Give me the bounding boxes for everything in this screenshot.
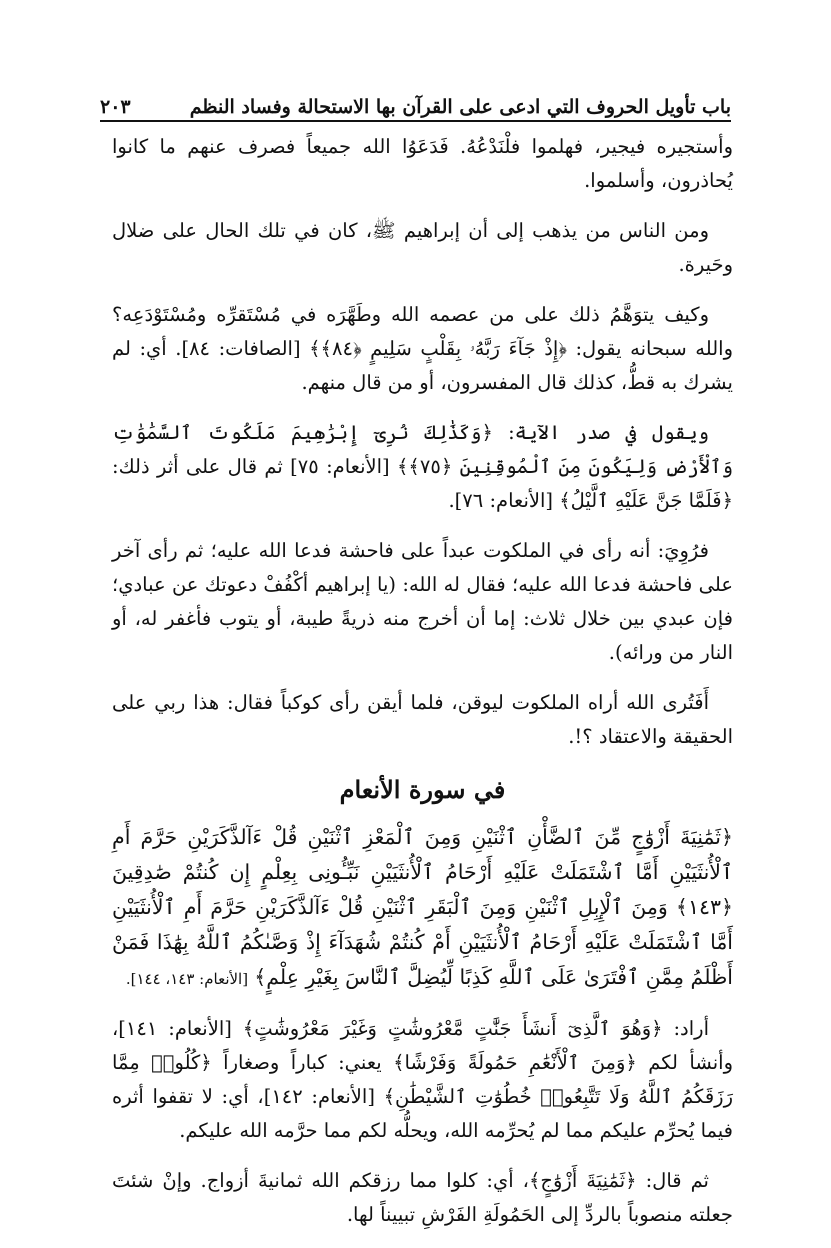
running-header	[100, 78, 731, 118]
verse-paragraph	[112, 820, 733, 996]
paragraph: ثم قال: ﴿ثَمَٰنِيَةَ أَزْوَٰجٍ﴾، أي: كلوا مما رزقكم الله ثمانيةَ أزواج. وإنْ شئتَ جعلته منصوباً بالردِّ إلى الحَمُولَةِ الفَرْشِ تبييناً لها.	[112, 1169, 733, 1226]
section-heading: في سورة الأنعام	[339, 775, 506, 804]
paragraph: أَفَتُرى الله أراه الملكوت ليوقن، فلما أيقن رأى كوكباً فقال: هذا ربي على الحقيقة والاعتقاد ؟!.	[112, 691, 733, 748]
quran-verse: ﴿ثَمَٰنِيَةَ أَزْوَٰجٍ مِّنَ ٱلضَّأْنِ ٱثْنَيْنِ وَمِنَ ٱلْمَعْزِ ٱثْنَيْنِ قُلْ ءَآلذَّكَرَيْنِ حَرَّمَ أَمِ ٱلْأُنثَيَيْنِ أَمَّا ٱشْتَمَلَتْ عَلَيْهِ أَرْحَامُ ٱلْأُنثَيَيْنِ نَبِّـُٔونِى بِعِلْمٍ إِن كُنتُمْ صَٰدِقِينَ ﴿١٤٣﴾ وَمِنَ ٱلْإِبِلِ ٱثْنَيْنِ وَمِنَ ٱلْبَقَرِ ٱثْنَيْنِ قُلْ ءَآلذَّكَرَيْنِ حَرَّمَ أَمِ ٱلْأُنثَيَيْنِ أَمَّا ٱشْتَمَلَتْ عَلَيْهِ أَرْحَامُ ٱلْأُنثَيَيْنِ أَمْ كُنتُمْ شُهَدَآءَ إِذْ وَصَّىٰكُمُ ٱللَّهُ بِهَٰذَا فَمَنْ أَظْلَمُ مِمَّنِ ٱفْتَرَىٰ عَلَى ٱللَّهِ كَذِبًا لِّيُضِلَّ ٱلنَّاسَ بِغَيْرِ عِلْمٍ﴾	[112, 825, 733, 989]
verse-reference: [الأنعام: ١٤٣، ١٤٤].	[125, 970, 249, 988]
paragraph: ويقول في صدر الآية: ﴿وَكَذَٰلِكَ نُرِىٓ إِبْرَٰهِيمَ مَلَكُوتَ ٱلسَّمَٰوَٰتِ وَٱلْأَرْضِ وَلِيَكُونَ مِنَ ٱلْمُوقِنِينَ ﴿٧٥﴾﴾ [الأنعام: ٧٥] ثم قال على أثر ذلك: ﴿فَلَمَّا جَنَّ عَلَيْهِ ٱلَّيْلُ﴾ [الأنعام: ٧٦].	[112, 421, 734, 512]
chapter-title: باب تأويل الحروف التي ادعى على القرآن بها الاستحالة وفساد النظم	[189, 96, 731, 118]
header-divider	[100, 120, 731, 122]
paragraph: ومن الناس من يذهب إلى أن إبراهيم ﷺ، كان في تلك الحال على ضلال وحَيرة.	[112, 219, 733, 276]
paragraph: وأستجيره فيجير، فهلموا فلْنَدْعُهُ. فَدَعَوُا الله جميعاً فصرف عنهم ما كانوا يُحاذرون، وأسلموا.	[112, 135, 733, 192]
body-text	[112, 130, 733, 1248]
paragraph: فرُوِيَ: أنه رأى في الملكوت عبداً على فاحشة فدعا الله عليه؛ ثم رأى آخر على فاحشة فدعا الله عليه؛ فقال له الله: (يا إبراهيم أكْفُفْ دعوتك عن عبادي؛ فإن عبدي بين خلال ثلاث: إما أن أخرج منه ذريةً طيبة، أو يتوب فأغفر له، أو النار من ورائه).	[112, 539, 733, 664]
paragraph: وكيف يتوَهَّمُ ذلك على من عصمه الله وطَهَّرَه في مُسْتَقرِّه ومُسْتَوْدَعِه؟ والله سبحانه يقول: ﴿إِذْ جَآءَ رَبَّهُۥ بِقَلْبٍ سَلِيمٍ ﴿٨٤﴾﴾ [الصافات: ٨٤]. أي: لم يشرك به قطُّ، كذلك قال المفسرون، أو من قال منهم.	[112, 303, 733, 394]
page-number: ٢٠٣	[100, 96, 131, 118]
paragraph: أراد: ﴿وَهُوَ ٱلَّذِىٓ أَنشَأَ جَنَّٰتٍ مَّعْرُوشَٰتٍ وَغَيْرَ مَعْرُوشَٰتٍ﴾ [الأنعام: ١٤١]، وأنشأ لكم ﴿وَمِنَ ٱلْأَنْعَٰمِ حَمُولَةً وَفَرْشًا﴾ يعني: كباراً وصغاراً ﴿كُلُوا۟ مِمَّا رَزَقَكُمُ ٱللَّهُ وَلَا تَتَّبِعُوا۟ خُطُوَٰتِ ٱلشَّيْطَٰنِ﴾ [الأنعام: ١٤٢]، أي: لا تقفوا أثره فيما يُحرِّم عليكم مما لم يُحرِّمه الله، ويحلُّه لكم مما حرَّمه الله عليكم.	[112, 1017, 733, 1142]
